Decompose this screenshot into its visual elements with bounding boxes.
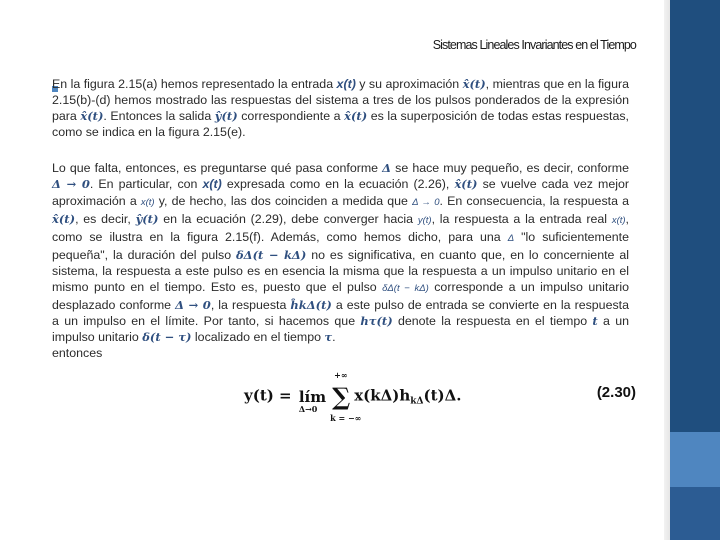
limit-operator [298,387,327,414]
math-t: t [592,314,598,329]
body-text [52,76,629,362]
equation-body [244,370,462,423]
math-yhat-t: ŷ(t) [135,211,159,226]
math-h-tau: hτ(t) [360,314,393,329]
math-pulse: δΔ(t − kΔ) [236,247,307,262]
text-span: corresponde a un impulso unitario desplazado conforme [52,280,629,313]
text-span: y su aproximación [355,77,463,91]
text-span: a este pulso de entrada se convierte en la respuesta a un impulso en el límite. Por tanto, si hacemos que [52,298,629,329]
math-xhat-t: x̂(t) [80,109,104,124]
text-span: Lo que falta, entonces, es preguntarse qué pasa conforme [52,161,383,176]
text-span: . En consecuencia, la respuesta a [439,193,630,208]
slide-title: Sistemas Lineales Invariantes en el Tiempo [432,38,636,52]
math-delta-to-zero: Δ → 0 [52,177,90,192]
text-span: a un impulso unitario [52,314,630,345]
text-span: "lo suficientemente pequeña", la duración del pulso [52,229,629,262]
summation-operator: ∑ +∞ k = −∞ [330,370,362,423]
decorative-side-bar [670,0,720,540]
text-span: , la respuesta a la entrada real [431,211,612,226]
math-delta: Δ [382,161,392,176]
text-span: es la superposición de todas estas respuestas, como se indica en la figura 2.15(e). [52,109,629,140]
paragraph-2 [52,160,629,361]
side-bar-mid-segment [670,487,720,540]
equation-lhs: y(t) = [244,386,297,405]
equation-term-end: (t)Δ. [423,386,462,405]
text-span: no es significativa, en cuanto que, en lo concerniente al sistema, la respuesta a este pulso es en esencia la misma que la respuesta a un impulso unitario en el mismo punto en el tiempo. Esto es, puesto que el pulso [52,247,629,295]
text-span: en la ecuación (2.29), debe converger hacia [158,211,418,226]
text-span: , mientras que en la figura 2.15(b)-(d) hemos mostrado las respuestas del sistema a tres de los pulsos ponderados de la expresión para [52,77,629,124]
math-tau: τ [324,330,333,345]
text-span: , es decir, [75,211,136,226]
text-span: , la respuesta [210,298,291,313]
math-delta-small: Δ [507,232,515,244]
text-span: y, de hecho, las dos coinciden a medida que [154,193,413,208]
math-x-t: x(t) [202,177,222,192]
math-delta-to-zero: Δ → 0 [175,298,211,313]
text-span: , como se ilustra en la figura 2.15(f). Además, como hemos dicho, para una [52,211,629,244]
text-span: . [332,330,336,345]
equation-subscript: kΔ [410,396,424,407]
text-span: se vuelve cada vez mejor aproximación a [52,177,629,208]
side-bar-light-segment [670,432,720,487]
equation-term: x(kΔ)h [354,386,411,405]
math-x-t-small: x(t) [611,214,626,226]
paragraph-1 [52,76,629,140]
text-span: En la figura 2.15(a) hemos representado la entrada [52,77,337,91]
math-xhat-t: x̂(t) [462,77,486,91]
text-span: entonces [52,346,103,361]
math-xhat-t: x̂(t) [52,211,76,226]
limit-label: lím [298,387,327,406]
summation-upper-bound: +∞ [334,370,348,380]
math-h-k-delta: ĥkΔ(t) [290,298,332,313]
math-x-t: x(t) [336,77,356,91]
text-span: expresada como en la ecuación (2.26), [221,177,455,192]
math-y-t-small: y(t) [417,214,432,226]
text-span: denote la respuesta en el tiempo [392,314,593,329]
text-span: . En particular, con [89,177,203,192]
text-span: correspondiente a [237,109,345,124]
summation-lower-bound: k = −∞ [330,413,362,423]
math-yhat-t: ŷ(t) [214,109,238,124]
equation-number: (2.30) [596,384,636,401]
text-span: localizado en el tiempo [191,330,325,345]
text-span: se hace muy pequeño, es decir, conforme [391,161,629,176]
text-span: . Entonces la salida [103,109,215,124]
math-pulse-small: δΔ(t − kΔ) [382,283,429,295]
math-delta-t-tau: δ(t − τ) [142,330,192,345]
math-xhat-t: x̂(t) [454,177,478,192]
math-xhat-t: x̂(t) [344,109,368,124]
math-x-t-small: x(t) [140,196,155,208]
math-delta-to-zero-small: Δ → 0 [412,196,440,208]
equation-2-30 [236,370,636,424]
limit-subscript: Δ→0 [298,403,318,414]
